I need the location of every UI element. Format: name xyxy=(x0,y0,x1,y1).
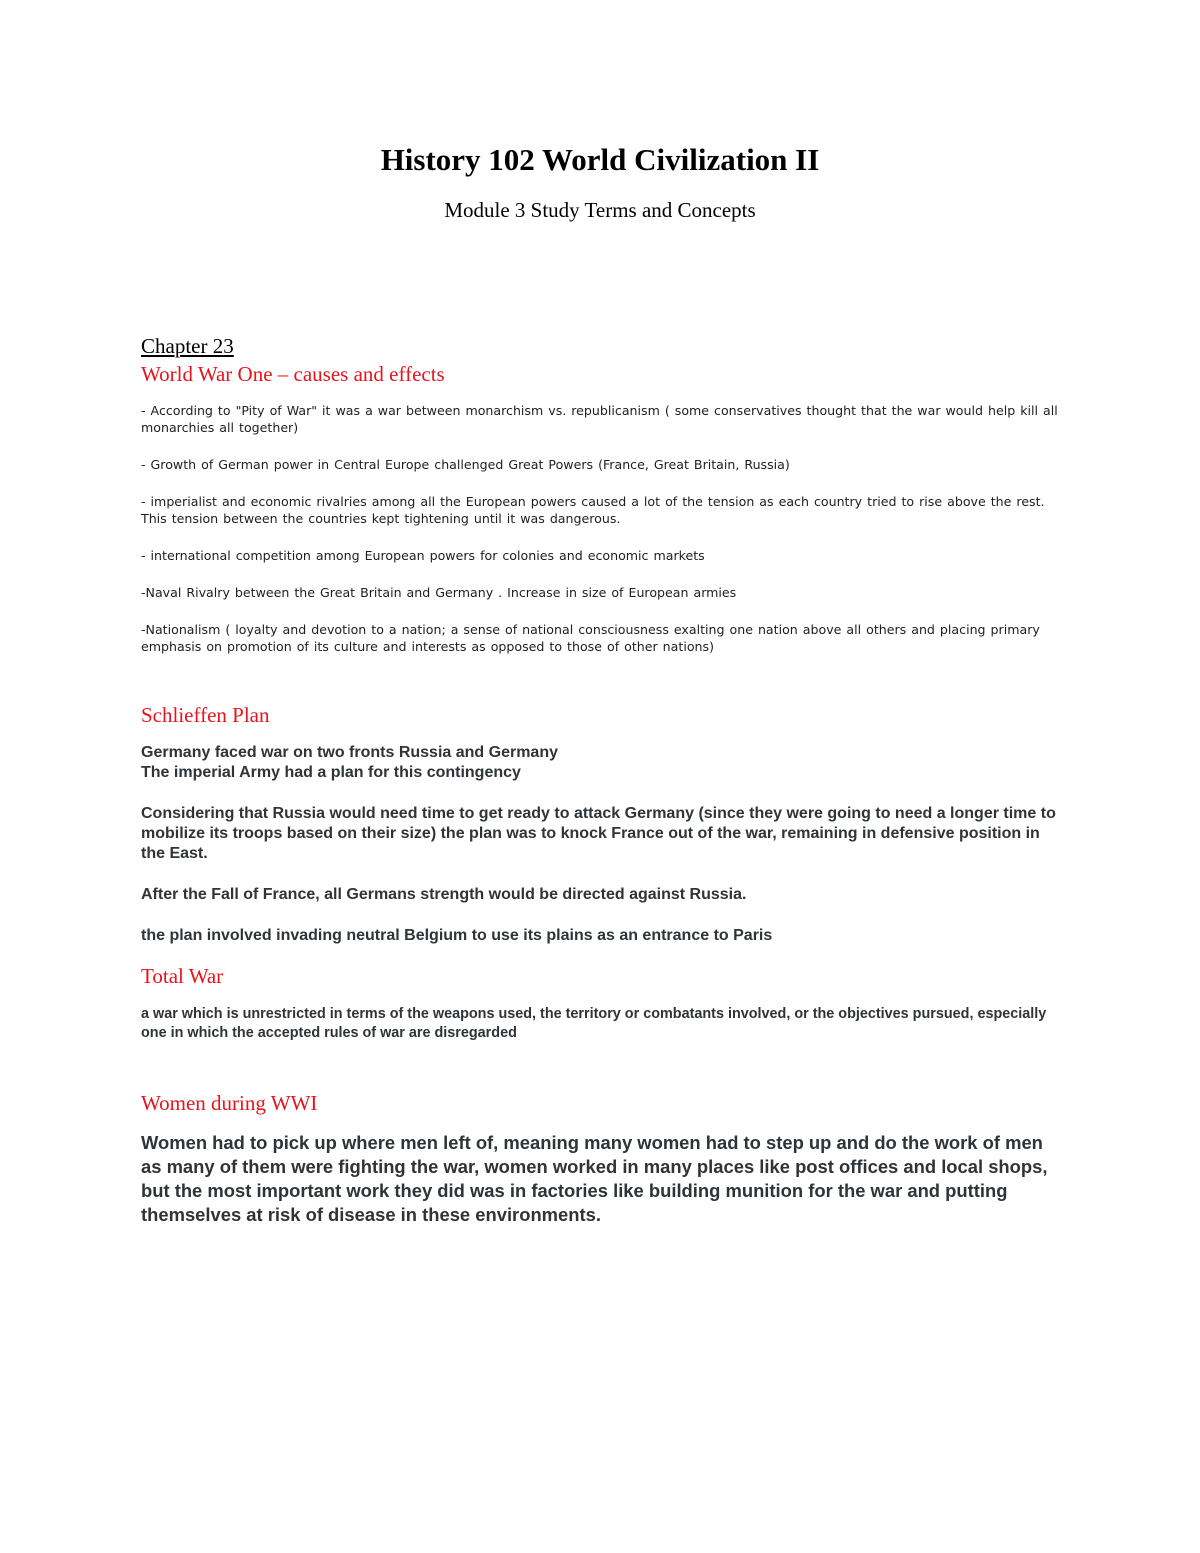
schlieffen-paragraph-3: After the Fall of France, all Germans strength would be directed against Russia. xyxy=(141,886,747,903)
section-heading-ww1: World War One – causes and effects xyxy=(141,362,445,386)
chapter-label: Chapter 23 xyxy=(141,334,234,358)
list-item: - international competition among European powers for colonies and economic markets xyxy=(141,548,705,563)
schlieffen-paragraph-4: the plan involved invading neutral Belgium to use its plains as an entrance to Paris xyxy=(141,927,773,944)
list-item: - Growth of German power in Central Europe challenged Great Powers (France, Great Britain, Russia) xyxy=(141,457,790,472)
schlieffen-intro xyxy=(141,743,1061,783)
list-item: -Naval Rivalry between the Great Britain and Germany . Increase in size of European armies xyxy=(141,585,737,600)
document-subtitle: Module 3 Study Terms and Concepts xyxy=(444,198,756,222)
section-heading-total-war: Total War xyxy=(141,964,224,988)
list-item: -Nationalism ( loyalty and devotion to a nation; a sense of national consciousness exalting one nation above all others and placing primary emphasis on promotion of its culture and interests as opposed to those of other nations) xyxy=(141,622,1040,654)
ww1-causes-list xyxy=(141,402,1061,655)
schlieffen-line-2: The imperial Army had a plan for this contingency xyxy=(141,764,521,781)
document-title: History 102 World Civilization II xyxy=(380,142,820,177)
list-item: - imperialist and economic rivalries among all the European powers caused a lot of the tension as each country tried to rise above the rest. This tension between the countries kept tightening until it was dangerous. xyxy=(141,494,1045,526)
total-war-definition: a war which is unrestricted in terms of the weapons used, the territory or combatants involved, or the objectives pursued, especially one in which the accepted rules of war are disregarded xyxy=(141,1006,1047,1041)
list-item: - According to "Pity of War" it was a war between monarchism vs. republicanism ( some conservatives thought that the war would help kill all monarchies all together) xyxy=(141,403,1058,435)
document-body xyxy=(141,332,1061,1227)
schlieffen-line-1: Germany faced war on two fronts Russia and Germany xyxy=(141,744,558,761)
women-paragraph: Women had to pick up where men left of, meaning many women had to step up and do the work of men as many of them were fighting the war, women worked in many places like post offices and local shops, but the most important work they did was in factories like building munition for the war and putting themselves at risk of disease in these environments. xyxy=(141,1132,1048,1225)
section-heading-women: Women during WWI xyxy=(141,1091,318,1115)
section-heading-schlieffen: Schlieffen Plan xyxy=(141,703,270,727)
schlieffen-paragraph-2: Considering that Russia would need time to get ready to attack Germany (since they were going to need a longer time to mobilize its troops based on their size) the plan was to knock France out of the war, remaining in defensive position in the East. xyxy=(141,805,1056,862)
